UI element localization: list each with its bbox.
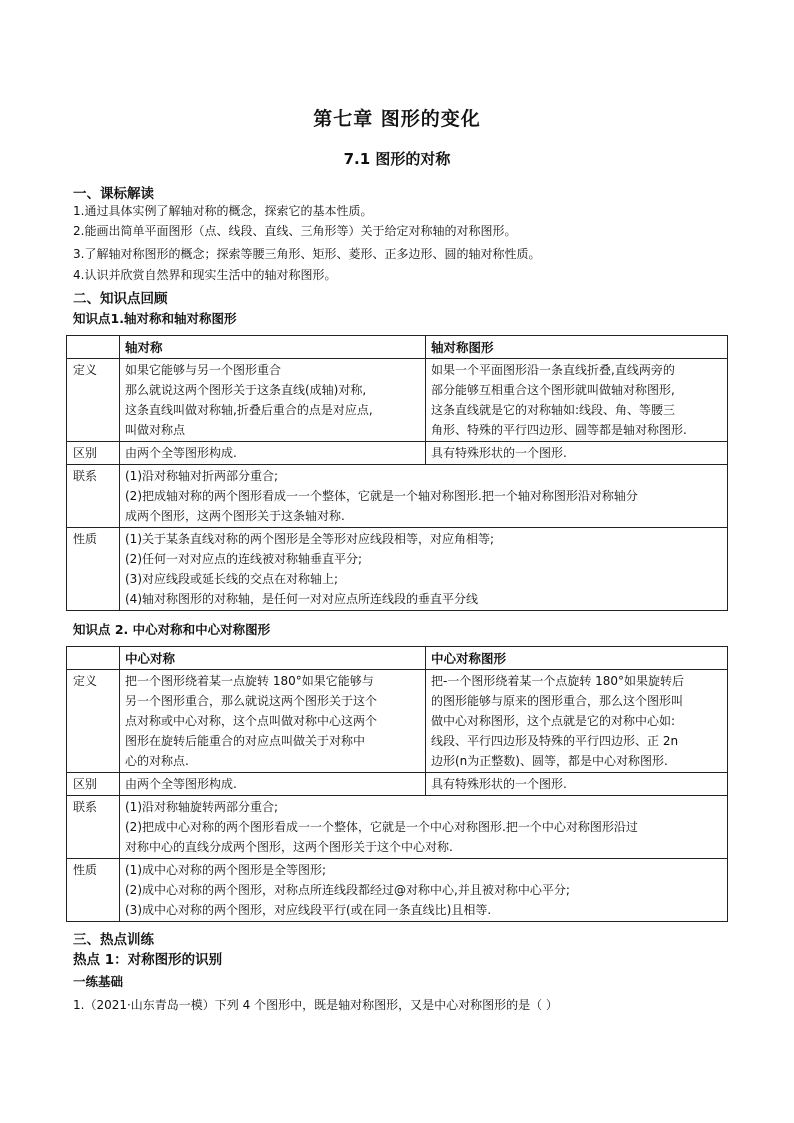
cell-line: 这条直线叫做对称轴,折叠后重合的点是对应点, <box>125 403 373 417</box>
table-corner <box>67 647 120 670</box>
kp1-col2-header: 轴对称图形 <box>426 336 728 359</box>
practice-label: 一练基础 <box>73 974 124 989</box>
kp1-diff-left: 由两个全等图形构成. <box>120 442 426 465</box>
kp1-diff-right: 具有特殊形状的一个图形. <box>426 442 728 465</box>
cell-line: 角形、特殊的平行四边形、圆等都是轴对称图形. <box>431 423 687 437</box>
kp1-prop-content <box>120 528 728 611</box>
cell-line: 成两个图形，这两个图形关于这条轴对称. <box>125 509 345 523</box>
kp2-prop-label: 性质 <box>67 859 120 922</box>
kp1-link-label: 联系 <box>67 465 120 528</box>
cell-line: 那么就说这两个图形关于这条直线(成轴)对称, <box>125 383 367 397</box>
table-corner <box>67 336 120 359</box>
cell-line: 部分能够互相重合这个图形就叫做轴对称图形, <box>431 383 675 397</box>
question-1: 1.（2021·山东青岛一模）下列 4 个图形中，既是轴对称图形，又是中心对称图形的是（ ） <box>73 998 558 1012</box>
kp2-link-label: 联系 <box>67 796 120 859</box>
cell-line: (2)把成轴对称的两个图形看成一一个整体，它就是一个轴对称图形.把一个轴对称图形沿对称轴分 <box>125 489 638 503</box>
kp1-def-label: 定义 <box>67 359 120 442</box>
cell-line: (4)轴对称图形的对称轴，是任何一对对应点所连线段的垂直平分线 <box>125 592 479 606</box>
kp2-def-right <box>426 670 728 773</box>
part2-heading: 二、知识点回顾 <box>73 291 168 307</box>
cell-line: 叫做对称点 <box>125 423 186 437</box>
kp2-title: 知识点 2. 中心对称和中心对称图形 <box>73 622 271 637</box>
cell-line: 另一个图形重合，那么就说这两个图形关于这个 <box>125 694 378 708</box>
chapter-title: 第七章 图形的变化 <box>313 108 481 130</box>
kp2-table <box>66 646 728 922</box>
cell-line: 如果一个平面图形沿一条直线折叠,直线两旁的 <box>431 363 675 377</box>
kp1-title: 知识点1.轴对称和轴对称图形 <box>73 311 237 326</box>
kp1-col1-header: 轴对称 <box>120 336 426 359</box>
cell-line: 图形在旋转后能重合的对应点叫做关于对称中 <box>125 734 366 748</box>
cell-line: 的图形能够与原来的图形重合，那么这个图形叫 <box>431 694 684 708</box>
cell-line: 把一个图形绕着某一点旋转 180°如果它能够与 <box>125 674 374 688</box>
kp2-def-label: 定义 <box>67 670 120 773</box>
cell-line: 做中心对称图形，这个点就是它的对称中心如: <box>431 714 676 728</box>
kp1-def-left <box>120 359 426 442</box>
cell-line: (2)成中心对称的两个图形，对称点所连线段都经过@对称中心,并且被对称中心平分; <box>125 883 570 897</box>
cell-line: (1)成中心对称的两个图形是全等图形; <box>125 863 327 877</box>
kp2-diff-left: 由两个全等图形构成. <box>120 773 426 796</box>
cell-line: (1)沿对称轴旋转两部分重合; <box>125 800 279 814</box>
cell-line: 点对称或中心对称，这个点叫做对称中心这两个 <box>125 714 378 728</box>
part3-heading: 三、热点训练 <box>73 932 154 948</box>
cell-line: 边形(n为正整数)、圆等，都是中心对称图形. <box>431 754 668 768</box>
part1-heading: 一、课标解读 <box>73 186 154 202</box>
cell-line: 心的对称点. <box>125 754 189 768</box>
kp2-col1-header: 中心对称 <box>120 647 426 670</box>
kp2-col2-header: 中心对称图形 <box>426 647 728 670</box>
cell-line: (2)任何一对对应点的连线被对称轴垂直平分; <box>125 552 363 566</box>
cell-line: (3)对应线段或延长线的交点在对称轴上; <box>125 572 339 586</box>
section-title: 7.1 图形的对称 <box>343 150 451 168</box>
kp2-diff-label: 区别 <box>67 773 120 796</box>
cell-line: 如果它能够与另一个图形重合 <box>125 363 282 377</box>
kp2-def-left <box>120 670 426 773</box>
kp2-link-content <box>120 796 728 859</box>
cell-line: (3)成中心对称的两个图形，对应线段平行(或在同一条直线比)且相等. <box>125 903 492 917</box>
cell-line: 把-一个图形绕着某一个点旋转 180°如果旋转后 <box>431 674 685 688</box>
cell-line: 对称中心的直线分成两个图形，这两个图形关于这个中心对称. <box>125 840 453 854</box>
part1-item: 2.能画出简单平面图形（点、线段、直线、三角形等）关于给定对称轴的对称图形。 <box>73 224 517 238</box>
kp1-diff-label: 区别 <box>67 442 120 465</box>
kp1-def-right <box>426 359 728 442</box>
kp1-prop-label: 性质 <box>67 528 120 611</box>
part1-item: 1.通过具体实例了解轴对称的概念，探索它的基本性质。 <box>73 204 373 218</box>
part1-item: 4.认识并欣赏自然界和现实生活中的轴对称图形。 <box>73 268 337 282</box>
kp1-table <box>66 335 728 611</box>
cell-line: 这条直线就是它的对称轴如:线段、角、等腰三 <box>431 403 676 417</box>
kp1-link-content <box>120 465 728 528</box>
cell-line: (1)沿对称轴对折两部分重合; <box>125 469 279 483</box>
cell-line: (1)关于某条直线对称的两个图形是全等形对应线段相等，对应角相等; <box>125 532 495 546</box>
kp2-prop-content <box>120 859 728 922</box>
kp2-diff-right: 具有特殊形状的一个图形. <box>426 773 728 796</box>
part1-item: 3.了解轴对称图形的概念；探索等腰三角形、矩形、菱形、正多边形、圆的轴对称性质。 <box>73 247 541 261</box>
hot1-title: 热点 1：对称图形的识别 <box>73 952 223 968</box>
cell-line: (2)把成中心对称的两个图形看成一一个整体，它就是一个中心对称图形.把一个中心对称图形沿过 <box>125 820 638 834</box>
cell-line: 线段、平行四边形及特殊的平行四边形、正 2n <box>431 734 679 748</box>
